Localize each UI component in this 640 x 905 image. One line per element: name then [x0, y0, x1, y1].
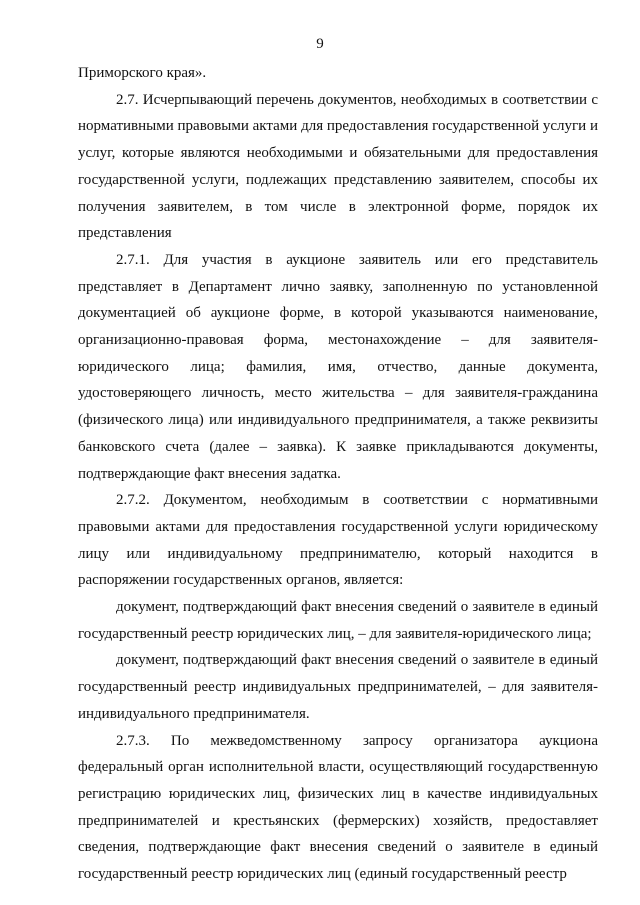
document-body [78, 60, 598, 888]
paragraph-section-2-7-2: 2.7.2. Документом, необходимым в соответствии с нормативными правовыми актами для предоставления государственной услуги юридическому лицу или индивидуальному предпринимателю, который находится в распоряжении государственных органов, является: [78, 492, 598, 589]
paragraph-section-2-7-3: 2.7.3. По межведомственному запросу организатора аукциона федеральный орган исполнительной власти, осуществляющий государственную регистрацию юридических лиц, физических лиц в качестве индивидуальных предпринимателей и крестьянских (фермерских) хозяйств, предоставляет сведения, подтверждающие факт внесения сведений о заявителе в единый государственный реестр юридических лиц (единый государственный реестр [78, 732, 598, 883]
paragraph-entrepreneur-document: документ, подтверждающий факт внесения сведений о заявителе в единый государственный реестр индивидуальных предпринимателей, – для заявителя-индивидуального предпринимателя. [78, 652, 598, 722]
paragraph-legal-entity-document: документ, подтверждающий факт внесения сведений о заявителе в единый государственный реестр юридических лиц, – для заявителя-юридического лица; [78, 599, 598, 642]
page-number: 9 [316, 36, 324, 52]
paragraph-continuation: Приморского края». [78, 65, 207, 81]
paragraph-section-2-7-1: 2.7.1. Для участия в аукционе заявитель или его представитель представляет в Департамент лично заявку, заполненную по установленной документацией об аукционе форме, в которой указываются наименование, организационно-правовая форма, местонахождение – для заявителя-юридического лица; фамилия, имя, отчество, данные документа, удостоверяющего личность, место жительства – для заявителя-гражданина (физического лица) или индивидуального предпринимателя, а также реквизиты банковского счета (далее – заявка). К заявке прикладываются документы, подтверждающие факт внесения задатка. [78, 251, 598, 482]
paragraph-section-2-7: 2.7. Исчерпывающий перечень документов, необходимых в соответствии с нормативными правовыми актами для предоставления государственной услуги и услуг, которые являются необходимыми и обязательными для предоставления государственной услуги, подлежащих представлению заявителем, способы их получения заявителем, в том числе в электронной форме, порядок их представления [78, 91, 598, 242]
